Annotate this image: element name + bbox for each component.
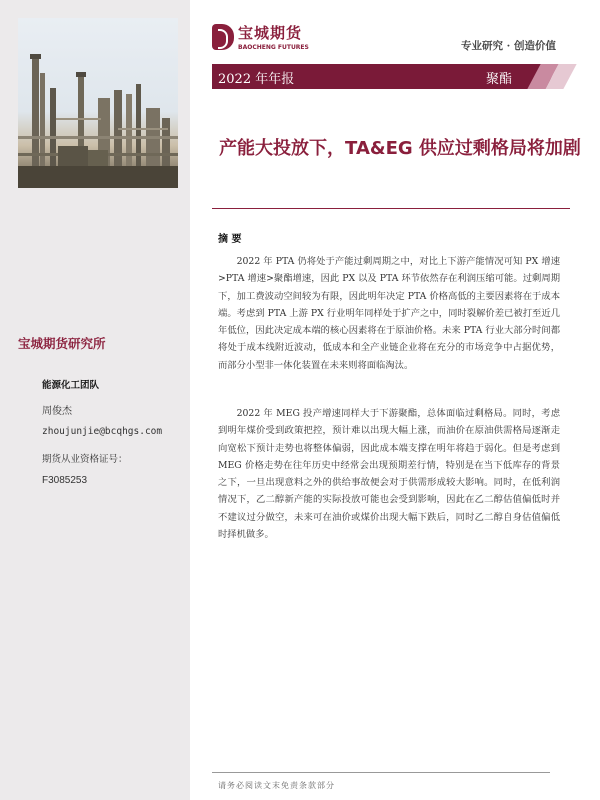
footer-divider: [212, 772, 550, 773]
analyst-email[interactable]: zhoujunjie@bcqhgs.com: [42, 426, 163, 437]
logo-mark-icon: [212, 24, 234, 50]
license-label: 期货从业资格证号：: [42, 454, 128, 465]
abstract-paragraph: 2022 年 MEG 投产增速同样大于下游聚酯，总体面临过剩格局。同时，考虑到明年煤价受到政策把控，预计难以出现大幅上涨，而油价在原油供需格局逐渐走向宽松下预计走势也将整体偏弱，因此成本端支撑在明年将趋于弱化。但是考虑到 MEG 价格走势在往年历史中经常会出现预期差行情，特别是在当下低库存的背景之下，一旦出现意料之外的供给事故便会对于供需形成较大影响。同时，在低利润情况下，乙二醇新产能的实际投放可能也会受到影响，因此在乙二醇估值偏低时并不建议过分做空，未来可在油价或煤价出现大幅下跌后，同时乙二醇自身估值偏低时择机做多。: [218, 408, 560, 541]
company-logo: [212, 22, 322, 56]
slogan: 专业研究 · 创造价值: [461, 40, 556, 52]
abstract-paragraph: 2022 年 PTA 仍将处于产能过剩周期之中，对比上下游产能情况可知 PX 增速>PTA 增速>聚酯增速，因此 PX 以及 PTA 环节依然存在利润压缩可能。过剩周期下，加工费波动空间较为有限，因此明年决定 PTA 价格高低的主要因素将在于成本端。考虑到 PTA 上游 PX 行业明年同样处于扩产之中，同时裂解价差已被打至近几年低位，因此决定成本端的核心因素将在于原油价格。未来 PTA 行业大部分时间都将处于成本线附近波动，低成本和全产业链企业将在充分的市场竞争中占据优势，而部分小型非一体化装置在未来则将面临淘汰。: [218, 256, 560, 371]
logo-cn-text: 宝城期货: [238, 24, 303, 42]
team-name: 能源化工团队: [42, 380, 100, 391]
abstract-heading: 摘 要: [218, 234, 242, 245]
institute-name: 宝城期货研究所: [18, 336, 106, 351]
sidebar: [0, 0, 190, 800]
report-title: 产能大投放下，TA&EG 供应过剩格局将加剧: [219, 138, 581, 159]
refinery-photo: [18, 18, 178, 188]
logo-en-text: BAOCHENG FUTURES: [238, 44, 309, 51]
license-number: F3085253: [42, 475, 88, 486]
analyst-name: 周俊杰: [42, 406, 72, 417]
footer-disclaimer: 请务必阅读文末免责条款部分: [218, 781, 335, 790]
refinery-illustration: [18, 18, 178, 188]
title-divider: [212, 208, 570, 209]
report-type: 2022 年年报: [218, 72, 295, 87]
report-sector: 聚酯: [486, 72, 513, 87]
